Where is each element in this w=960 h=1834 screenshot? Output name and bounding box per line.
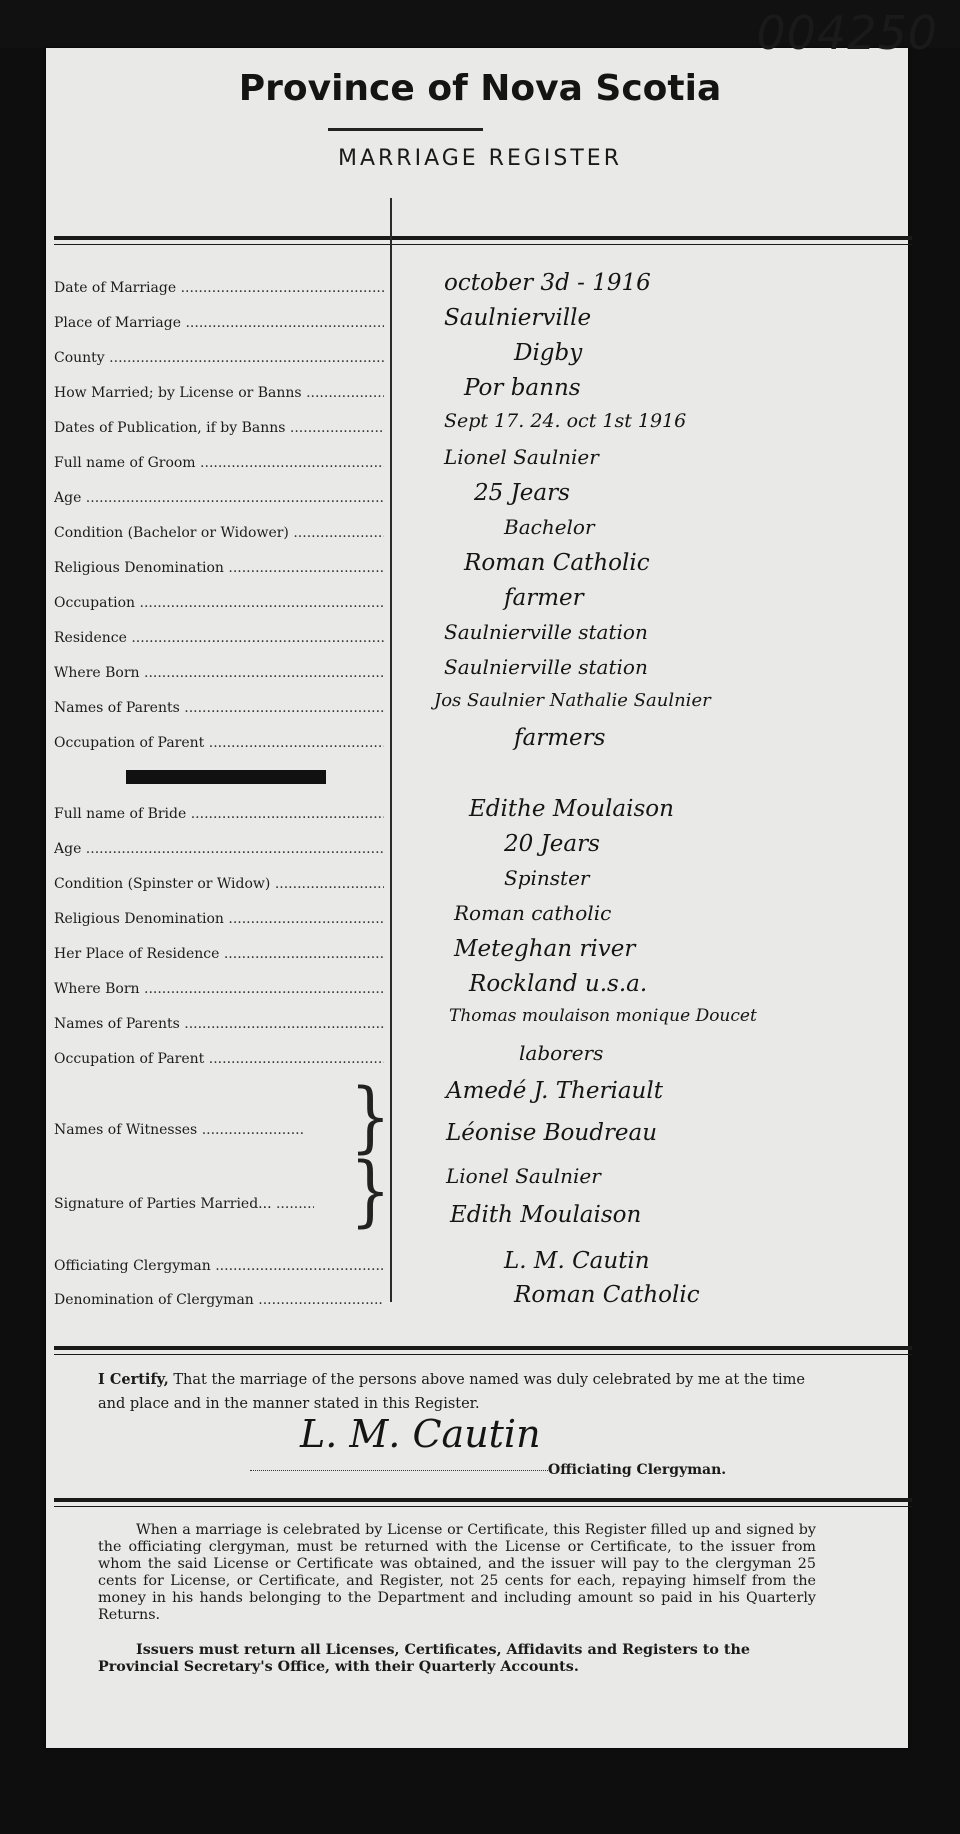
party-signature: Lionel Saulnier xyxy=(446,1164,601,1188)
field-label: Religious Denomination ..... xyxy=(54,911,384,927)
field-value: Saulnierville xyxy=(444,305,592,331)
clergy-signature: L. M. Cautin xyxy=(300,1412,541,1456)
field-value: Roman catholic xyxy=(454,901,612,925)
field-value: Roman Catholic xyxy=(464,550,650,576)
field-value: Lionel Saulnier xyxy=(444,445,599,469)
field-label: Denomination of Clergyman ..... xyxy=(54,1292,384,1308)
instructions-paragraph: When a marriage is celebrated by License or Certificate, this Register filled up and signed by the officiating clergyman, must be returned with the License or Certificate, to the issuer from whom the said License or Certificate was obtained, and the issuer will pay to the clergyman 25 cents for License, or Certificate, and Register, not 25 cents for each, repaying himself from the money in his hands belonging to the Department and including amount so paid in his Quarterly Returns. xyxy=(98,1522,816,1623)
field-row xyxy=(54,1006,814,1040)
field-row xyxy=(54,866,814,900)
field-label: Age ..... xyxy=(54,841,384,857)
page-subtitle: MARRIAGE REGISTER xyxy=(337,146,622,171)
page-title: Province of Nova Scotia xyxy=(238,68,722,109)
field-value: 25 Jears xyxy=(474,480,570,506)
field-label: Where Born ..... xyxy=(54,665,384,681)
field-value: Saulnierville station xyxy=(444,620,648,644)
field-value: L. M. Cautin xyxy=(504,1248,650,1274)
field-value: Spinster xyxy=(504,866,590,890)
notice-rule xyxy=(54,1498,912,1502)
field-value: october 3d - 1916 xyxy=(444,270,651,296)
field-label: Place of Marriage ..... xyxy=(54,315,384,331)
field-row xyxy=(54,831,814,865)
field-row xyxy=(54,340,814,374)
field-label: County ..... xyxy=(54,350,384,366)
field-label: Date of Marriage ..... xyxy=(54,280,384,296)
field-label: Condition (Bachelor or Widower) ..... xyxy=(54,525,384,541)
witness-line xyxy=(54,1078,814,1112)
field-row xyxy=(54,410,814,444)
field-label: Full name of Bride ..... xyxy=(54,806,384,822)
notice-rule-thin xyxy=(54,1506,912,1507)
field-row xyxy=(54,585,814,619)
field-label: Full name of Groom ..... xyxy=(54,455,384,471)
brace-glyph: } xyxy=(350,1073,391,1163)
field-row xyxy=(54,690,814,724)
field-label: Occupation of Parent ..... xyxy=(54,735,384,751)
field-row xyxy=(54,1248,814,1282)
field-value: laborers xyxy=(519,1041,604,1065)
field-row xyxy=(54,1282,814,1316)
signature-caption: Officiating Clergyman. xyxy=(548,1462,727,1478)
field-row xyxy=(54,901,814,935)
field-label: Residence ..... xyxy=(54,630,384,646)
brace-glyph: } xyxy=(350,1147,391,1237)
title-rule xyxy=(328,128,483,131)
party-line xyxy=(54,1164,814,1198)
certify-rule-thin xyxy=(54,1354,912,1355)
field-label: Religious Denomination ..... xyxy=(54,560,384,576)
header-rule xyxy=(54,236,912,240)
certify-body: That the marriage of the persons above named was duly celebrated by me at the time and place and in the manner stated in this Register. xyxy=(98,1372,805,1412)
field-label: Names of Parents ..... xyxy=(54,1016,384,1032)
witness-line xyxy=(54,1120,814,1154)
field-row xyxy=(54,375,814,409)
certify-lead: I Certify, xyxy=(98,1371,169,1388)
field-value: Meteghan river xyxy=(454,936,636,962)
field-value: farmers xyxy=(514,725,606,751)
field-row xyxy=(54,480,814,514)
witness-name: Léonise Boudreau xyxy=(446,1120,658,1146)
issuers-notice: Issuers must return all Licenses, Certificates, Affidavits and Registers to the Provincial Secretary's Office, with their Quarterly Accounts. xyxy=(98,1642,751,1675)
field-label: Names of Witnesses ..... xyxy=(54,1122,304,1138)
certification-text xyxy=(98,1368,818,1416)
field-row xyxy=(54,305,814,339)
field-label: Signature of Parties Married... ..... xyxy=(54,1196,314,1212)
bride-section-marker xyxy=(126,770,326,784)
field-row xyxy=(54,971,814,1005)
certify-rule xyxy=(54,1346,912,1350)
field-row xyxy=(54,445,814,479)
witness-name: Amedé J. Theriault xyxy=(446,1078,663,1104)
field-value: Rockland u.s.a. xyxy=(469,971,648,997)
field-value: Bachelor xyxy=(504,515,595,539)
field-value: 20 Jears xyxy=(504,831,600,857)
field-value: Thomas moulaison monique Doucet xyxy=(449,1006,757,1026)
field-label: Where Born ..... xyxy=(54,981,384,997)
party-signature: Edith Moulaison xyxy=(450,1202,642,1228)
header-rule-thin xyxy=(54,244,912,245)
field-value: Por banns xyxy=(464,375,581,401)
field-value: Jos Saulnier Nathalie Saulnier xyxy=(434,690,711,711)
field-row xyxy=(54,796,814,830)
field-label: Names of Parents ..... xyxy=(54,700,384,716)
field-row xyxy=(54,1041,814,1075)
register-number: 004250 xyxy=(756,6,938,60)
field-row xyxy=(54,515,814,549)
field-row xyxy=(54,550,814,584)
field-value: Roman Catholic xyxy=(514,1282,700,1308)
field-label: Condition (Spinster or Widow) ..... xyxy=(54,876,384,892)
field-label: Age ..... xyxy=(54,490,384,506)
field-row xyxy=(54,936,814,970)
field-label: Her Place of Residence ..... xyxy=(54,946,384,962)
field-row xyxy=(54,620,814,654)
field-value: Sept 17. 24. oct 1st 1916 xyxy=(444,410,687,432)
field-label: Occupation of Parent ..... xyxy=(54,1051,384,1067)
field-value: farmer xyxy=(504,585,584,611)
field-row xyxy=(54,725,814,759)
field-row xyxy=(54,270,814,304)
field-value: Saulnierville station xyxy=(444,655,648,679)
field-label: Dates of Publication, if by Banns ..... xyxy=(54,420,384,436)
field-label: Officiating Clergyman ..... xyxy=(54,1258,384,1274)
signature-line xyxy=(250,1470,550,1471)
field-value: Edithe Moulaison xyxy=(469,796,674,822)
field-row xyxy=(54,655,814,689)
field-value: Digby xyxy=(514,340,583,366)
field-label: How Married; by License or Banns ..... xyxy=(54,385,384,401)
field-label: Occupation ..... xyxy=(54,595,384,611)
